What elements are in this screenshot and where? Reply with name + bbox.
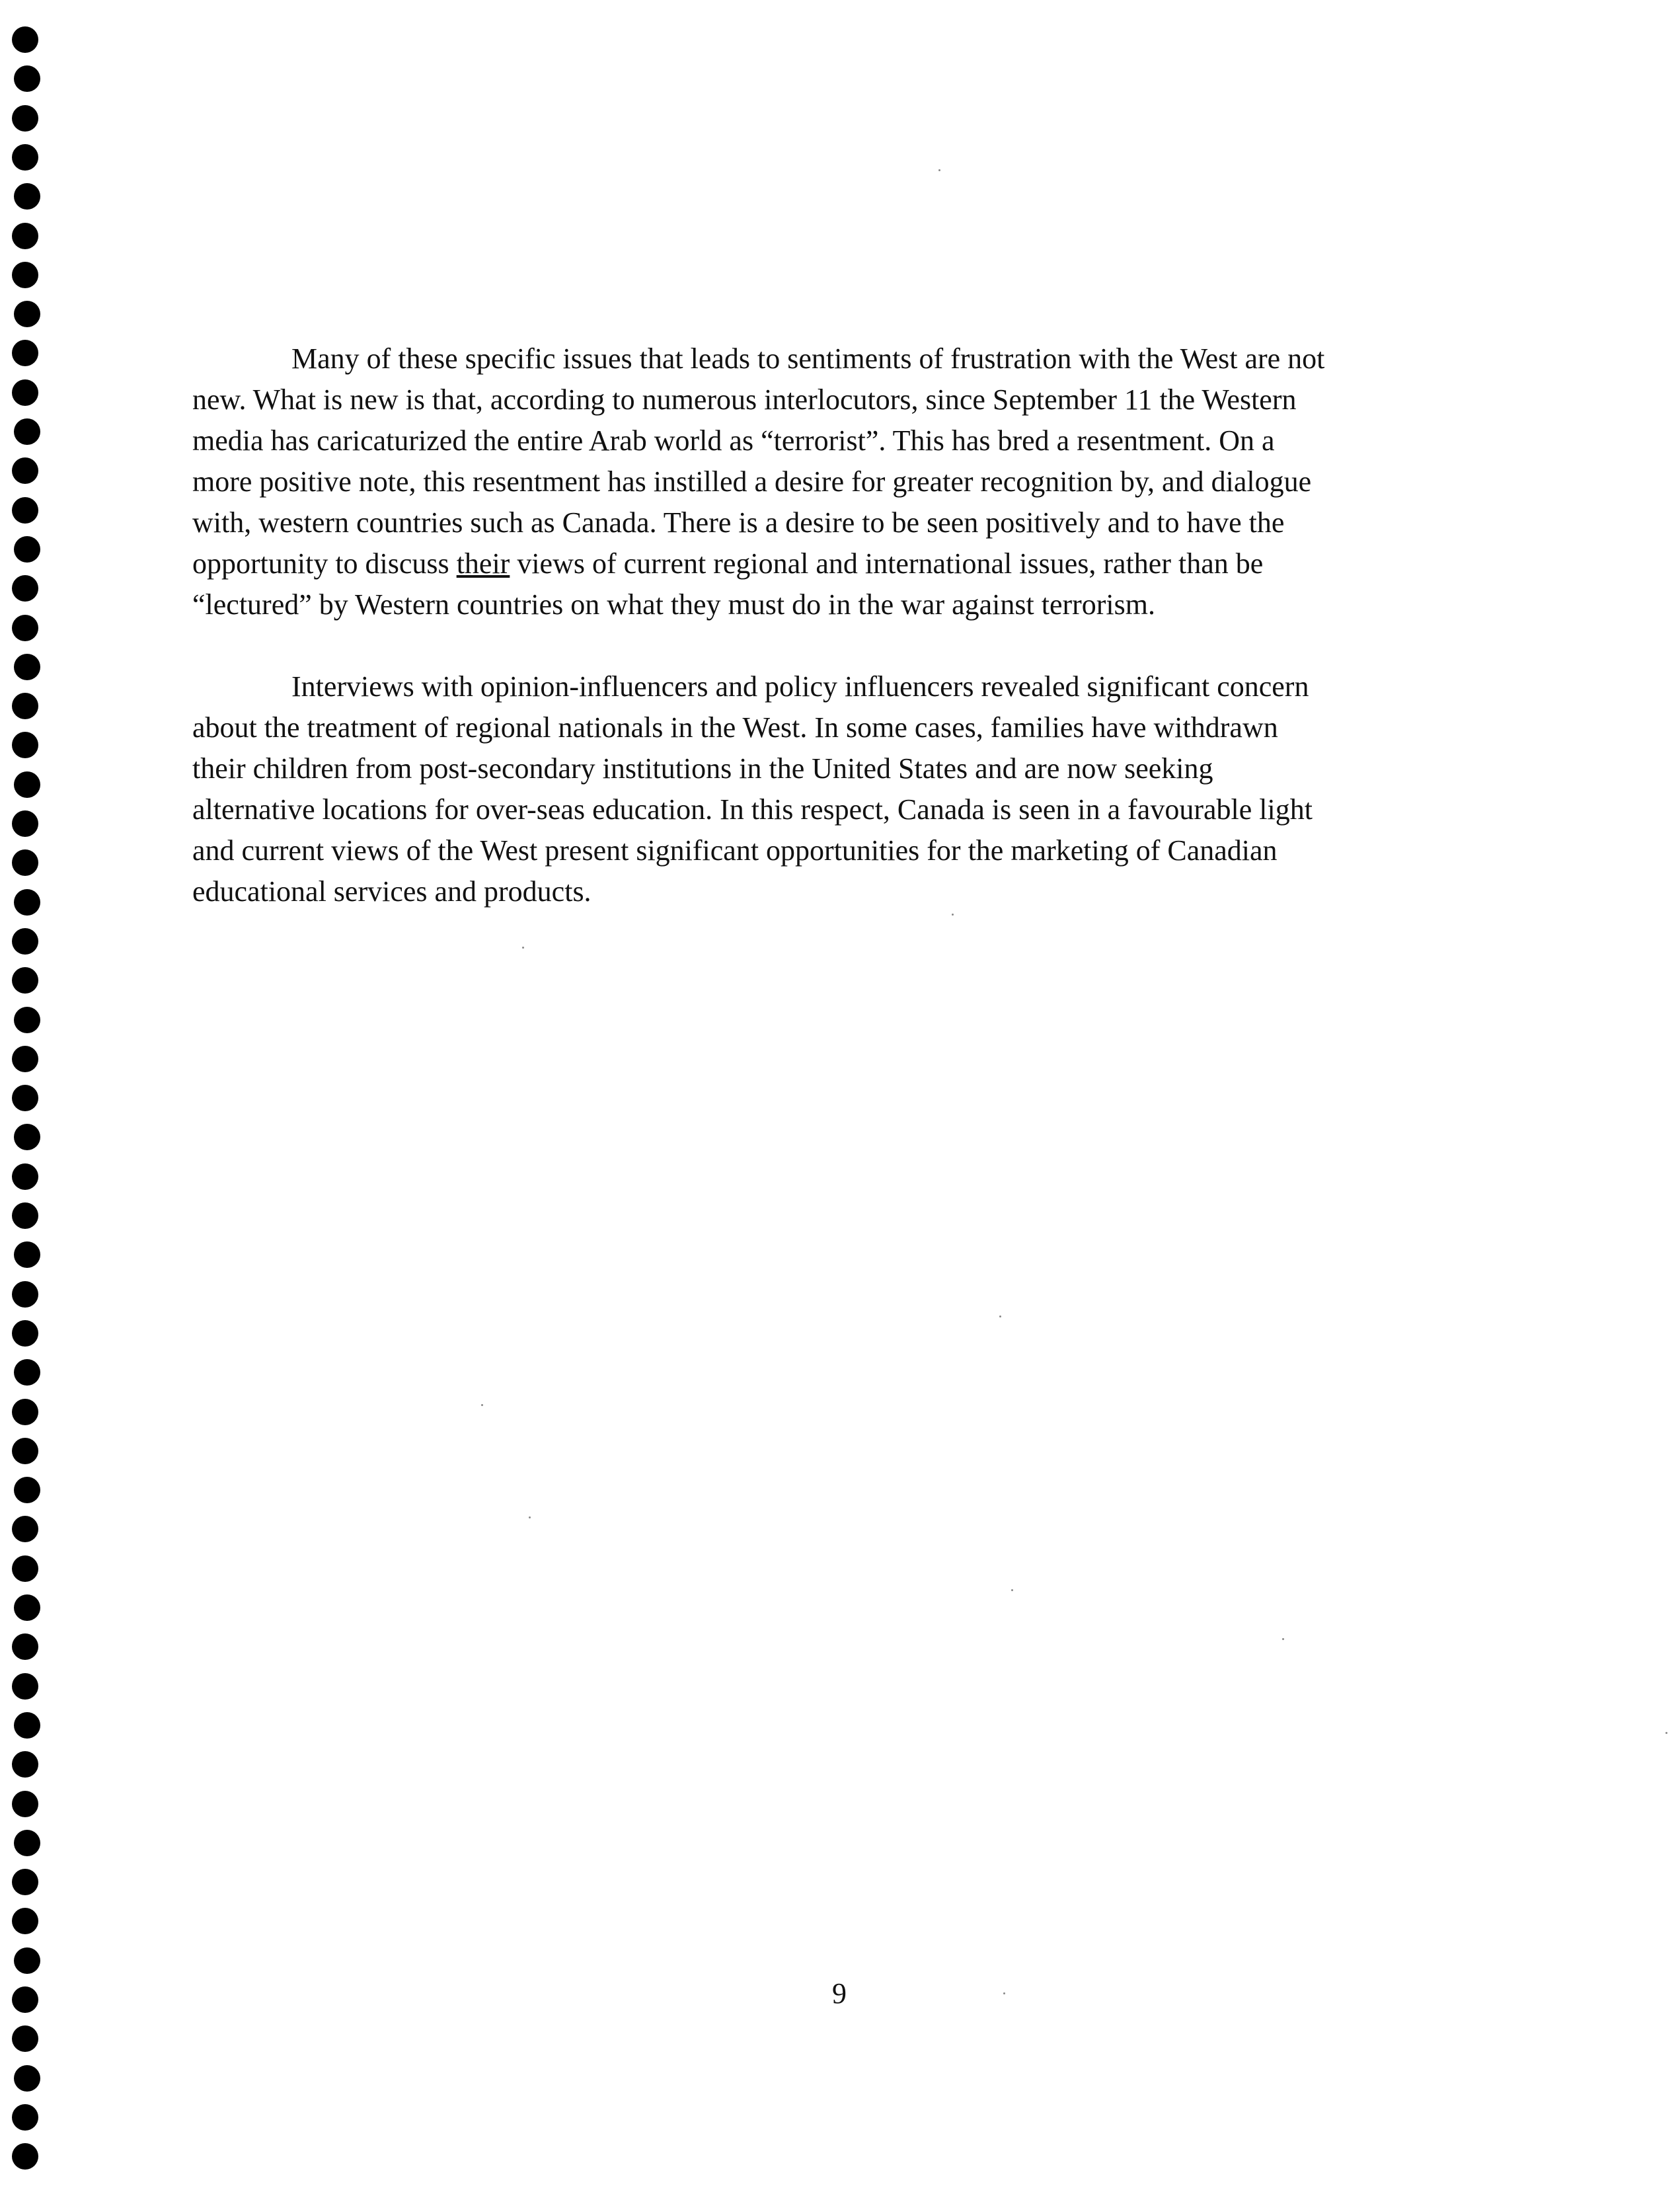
- binding-hole: [14, 1477, 40, 1503]
- binding-hole: [12, 2025, 38, 2052]
- binding-hole: [14, 1007, 40, 1033]
- binding-hole: [12, 457, 38, 484]
- binding-hole: [12, 1986, 38, 2013]
- binding-hole: [12, 1281, 38, 1308]
- binding-hole: [14, 65, 40, 92]
- binding-hole: [14, 1124, 40, 1150]
- binding-hole: [14, 1947, 40, 1974]
- binding-hole: [12, 928, 38, 955]
- paragraph-1-text-before: Many of these specific issues that leads to sentiments of frustration with the West are not new. What is new is that, according to numerous interlocutors, since September 11 the Western media has caricaturized the entire Arab world as “terrorist”. This has bred a resentment. On a more positive note, this resentment has instilled a desire for greater recognition by, and dialogue with, western countries such as Canada. There is a desire to be seen positively and to have the opportunity to discuss: [192, 342, 1325, 580]
- binding-hole: [12, 1516, 38, 1542]
- binding-hole: [12, 1673, 38, 1700]
- binding-hole: [12, 2143, 38, 2170]
- binding-hole: [14, 418, 40, 445]
- binding-hole: [12, 1163, 38, 1190]
- scan-speck: [1003, 1992, 1005, 1994]
- binding-hole: [12, 1791, 38, 1817]
- binding-hole: [12, 615, 38, 641]
- scan-speck: [938, 169, 940, 171]
- binding-hole: [14, 1241, 40, 1268]
- binding-hole: [12, 2104, 38, 2131]
- binding-hole: [12, 1751, 38, 1778]
- scan-speck: [522, 947, 524, 949]
- binding-hole: [12, 105, 38, 132]
- binding-hole: [12, 810, 38, 837]
- binding-hole: [12, 693, 38, 719]
- paragraph-1-emphasis: their: [456, 547, 510, 580]
- binding-hole: [14, 1594, 40, 1621]
- binding-hole: [12, 1202, 38, 1229]
- binding-hole: [12, 1908, 38, 1934]
- binding-hole: [12, 1320, 38, 1347]
- binding-hole: [12, 1633, 38, 1660]
- binding-hole: [12, 1399, 38, 1425]
- binding-hole: [12, 1438, 38, 1464]
- scan-speck: [999, 1315, 1001, 1317]
- binding-hole: [14, 654, 40, 680]
- paragraph-2: Interviews with opinion-influencers and policy influencers revealed significant concern about the treatment of regional nationals in the West. In some cases, families have withdrawn their children from post-secondary institutions in the United States and are now seeking alternative locations for over-seas education. In this respect, Canada is seen in a favourable light and current views of the West present significant opportunities for the marketing of Canadian educational services and products.: [192, 670, 1313, 908]
- binding-hole: [14, 1830, 40, 1856]
- binding-hole: [12, 1869, 38, 1895]
- body-text: [192, 338, 1501, 953]
- binding-hole: [12, 1046, 38, 1072]
- binding-hole: [14, 1712, 40, 1739]
- binding-hole: [14, 183, 40, 210]
- page-number: 9: [832, 1977, 847, 2010]
- binding-hole: [12, 575, 38, 602]
- scan-speck: [1282, 1638, 1284, 1640]
- binding-hole: [14, 536, 40, 563]
- binding-hole: [12, 497, 38, 524]
- scan-speck: [529, 1516, 531, 1518]
- binding-hole: [14, 889, 40, 916]
- scan-speck: [481, 1404, 483, 1406]
- scan-speck: [952, 914, 954, 916]
- binding-hole: [12, 26, 38, 53]
- binding-hole: [12, 379, 38, 406]
- binding-hole: [12, 849, 38, 876]
- paragraph-1-text-after: views of current regional and international issues, rather than be “lectured” by Western countries on what they must do in the war against terrorism.: [192, 547, 1264, 621]
- binding-holes: [12, 26, 41, 2198]
- binding-hole: [14, 771, 40, 798]
- binding-hole: [14, 2065, 40, 2092]
- scan-speck: [1011, 1589, 1013, 1591]
- paragraph-1: [192, 338, 1501, 625]
- binding-hole: [12, 340, 38, 366]
- scan-speck: [1665, 1732, 1667, 1734]
- binding-hole: [12, 1555, 38, 1582]
- binding-hole: [14, 1359, 40, 1386]
- binding-hole: [12, 967, 38, 994]
- binding-hole: [12, 262, 38, 288]
- binding-hole: [12, 1085, 38, 1111]
- binding-hole: [14, 301, 40, 327]
- binding-hole: [12, 144, 38, 171]
- binding-hole: [12, 732, 38, 758]
- binding-hole: [12, 223, 38, 249]
